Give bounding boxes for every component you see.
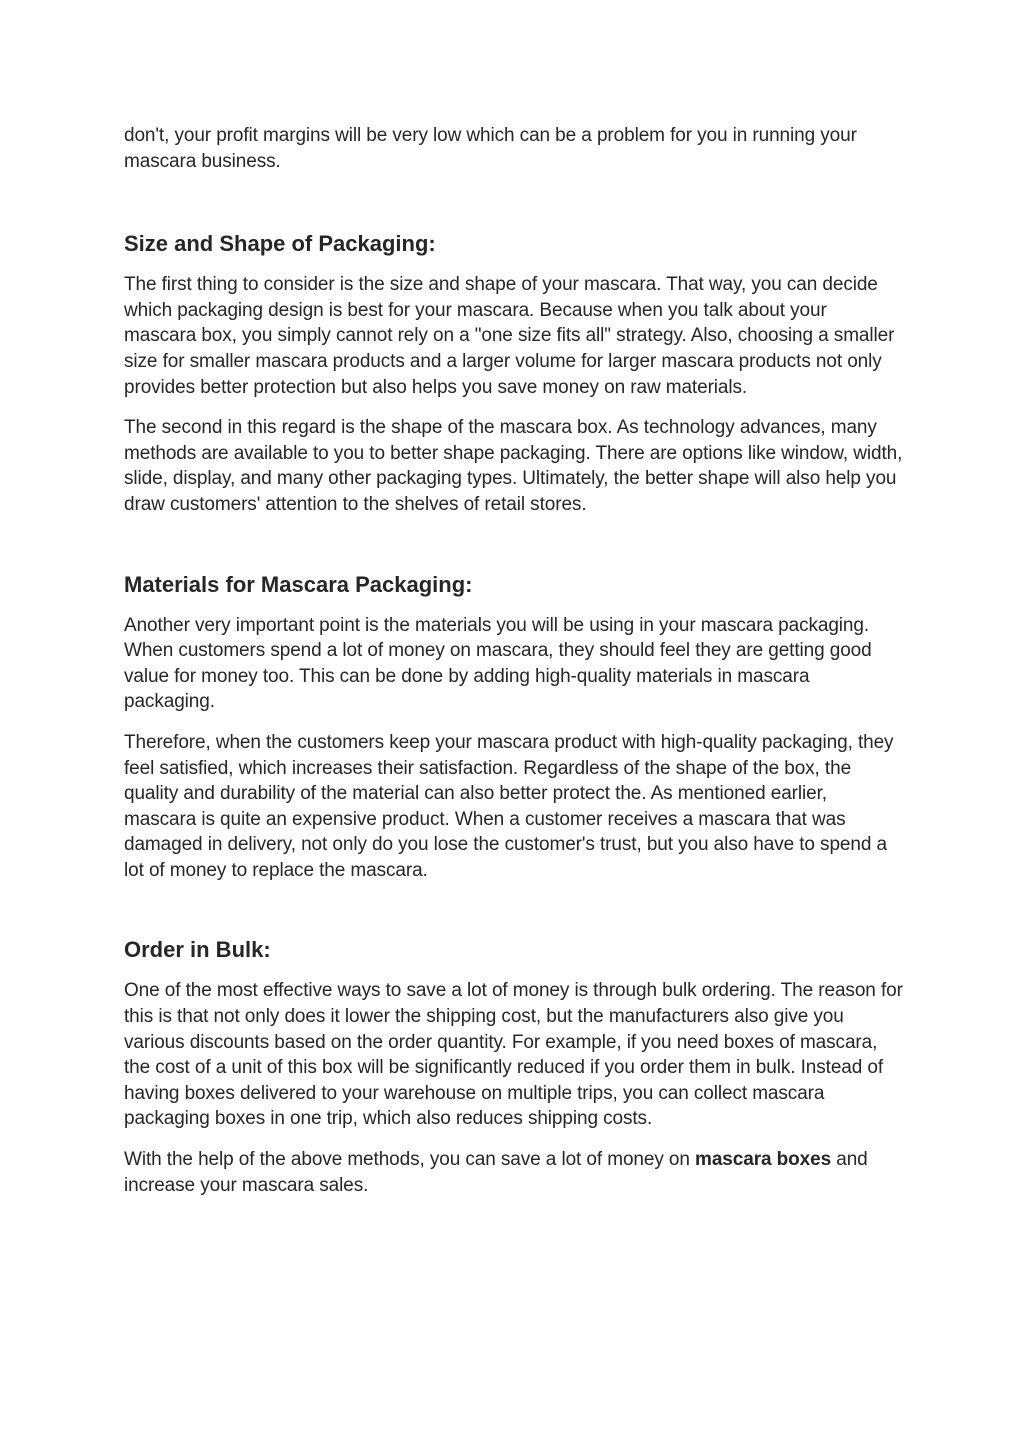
paragraph-size-1: The first thing to consider is the size and shape of your mascara. That way, you can decide which packaging design is best for your mascara. Because when you talk about your mascara box, you simply cannot rely on a "one size fits all" strategy. Also, choosing a smaller size for smaller mascara products and a larger volume for larger mascara products not only provides better protection but also helps you save money on raw materials. — [124, 274, 895, 398]
intro-paragraph: don't, your profit margins will be very low which can be a problem for you in running your mascara business. — [124, 125, 857, 172]
closing-keyword-mascara-boxes: mascara boxes — [695, 1149, 832, 1171]
paragraph-materials-2: Therefore, when the customers keep your mascara product with high-quality packaging, they feel satisfied, which increases their satisfaction. Regardless of the shape of the box, the quality and durability of the material can also better protect the. As mentioned earlier, mascara is quite an expensive product. When a customer receives a mascara that was damaged in delivery, not only do you lose the customer's trust, but you also have to spend a lot of money to replace the mascara. — [124, 731, 894, 881]
section-heading-materials: Materials for Mascara Packaging: — [124, 571, 473, 597]
document-page — [124, 123, 904, 1198]
paragraph-size-2: The second in this regard is the shape of the mascara box. As technology advances, many methods are available to you to better shape packaging. There are options like window, width, slide, display, and many other packaging types. Ultimately, the better shape will also help you draw customers' attention to the shelves of retail stores. — [124, 417, 903, 515]
paragraph-bulk-1: One of the most effective ways to save a lot of money is through bulk ordering. The reason for this is that not only does it lower the shipping cost, but the manufacturers also give you various discounts based on the order quantity. For example, if you need boxes of mascara, the cost of a unit of this box will be significantly reduced if you order them in bulk. Instead of having boxes delivered to your warehouse on multiple trips, you can collect mascara packaging boxes in one trip, which also reduces shipping costs. — [124, 980, 903, 1130]
section-heading-size-shape: Size and Shape of Packaging: — [124, 231, 436, 257]
closing-text-end: and increase your mascara sales. — [124, 1149, 868, 1196]
paragraph-materials-1: Another very important point is the materials you will be using in your mascara packaging. When customers spend a lot of money on mascara, they should feel they are getting good value for money too. This can be done by adding high-quality materials in mascara packaging. — [124, 614, 872, 713]
section-heading-bulk: Order in Bulk: — [124, 937, 271, 963]
closing-text-start: With the help of the above methods, you can save a lot of money on — [124, 1149, 696, 1171]
closing-paragraph — [124, 1147, 904, 1198]
